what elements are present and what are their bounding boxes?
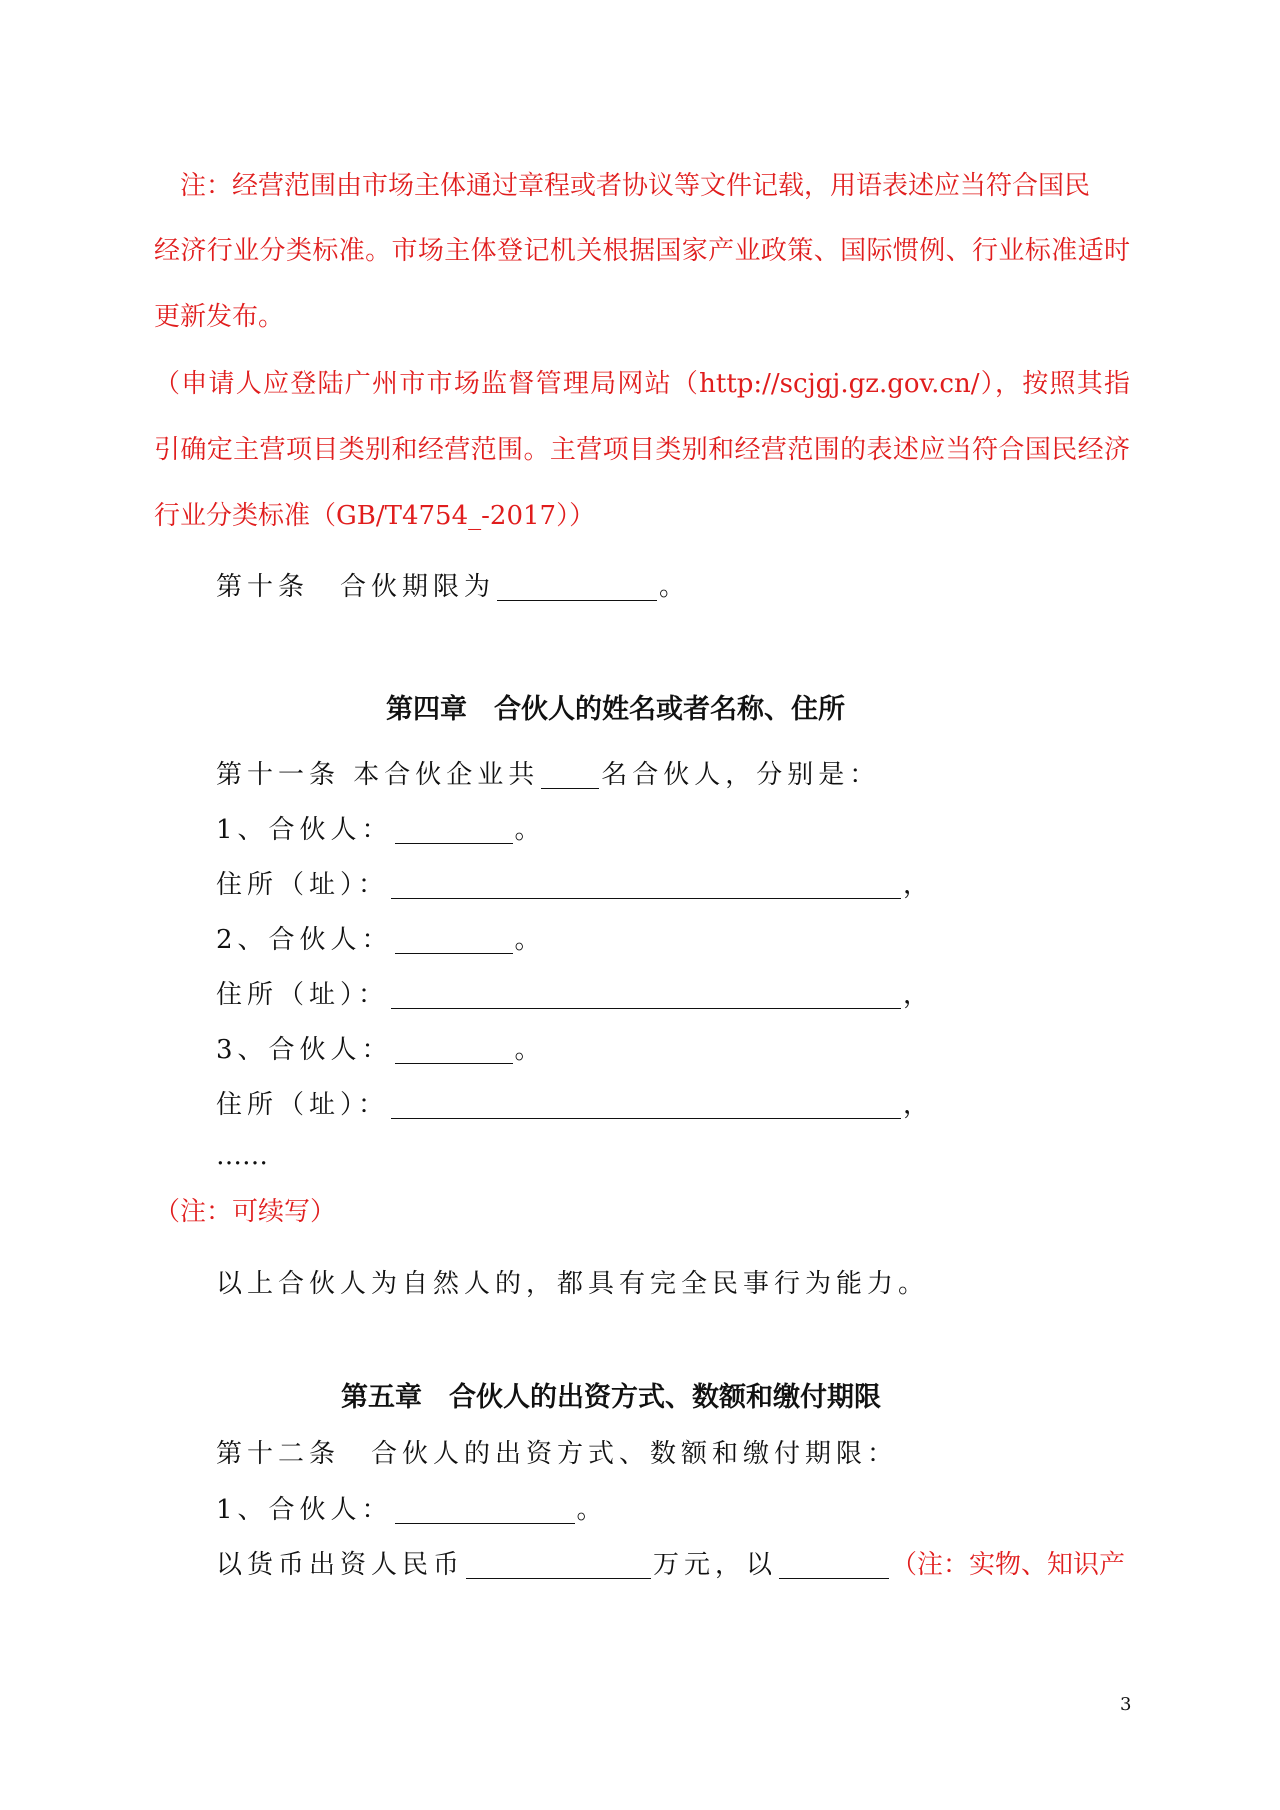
article-10 (216, 569, 690, 605)
article-11 (216, 757, 880, 793)
term-blank[interactable] (497, 576, 657, 601)
address-end: ， (903, 980, 935, 1010)
note2-line1: （申请人应登陆广州市市场监督管理局网站（http://scjgj.gz.gov.cn/），按照其指 (154, 369, 1130, 399)
ellipsis: …… (216, 1141, 268, 1171)
partner-end: 。 (514, 925, 546, 955)
other-method-blank[interactable] (779, 1554, 889, 1579)
partner-end: 。 (576, 1495, 608, 1525)
partner-2-line (216, 922, 546, 958)
amount-blank[interactable] (466, 1554, 651, 1579)
contribution-line (216, 1547, 1125, 1583)
note2-line3: 行业分类标准（GB/T4754_-2017）） (154, 501, 596, 531)
address-blank[interactable] (391, 874, 901, 899)
note1-line2: 经济行业分类标准。市场主体登记机关根据国家产业政策、国际惯例、行业标准适时 (154, 236, 1130, 266)
partner-name-blank[interactable] (395, 929, 513, 954)
address-end: ， (903, 1090, 935, 1120)
address-end: ， (903, 870, 935, 900)
article-11-before: 第十一条 本合伙企业共 (216, 760, 540, 790)
partner-1-line (216, 812, 546, 848)
address-blank[interactable] (391, 984, 901, 1009)
page-number: 3 (1120, 1694, 1132, 1715)
note2-line2: 引确定主营项目类别和经营范围。主营项目类别和经营范围的表述应当符合国民经济 (154, 435, 1130, 465)
partner-label: 1、合伙人： (216, 815, 393, 845)
article-10-text: 第十条 合伙期限为 (216, 572, 496, 602)
partner-3-address (216, 1087, 934, 1123)
article-11-after: 名合伙人，分别是： (601, 760, 881, 790)
partner-name-blank[interactable] (395, 819, 513, 844)
partner-label: 1、合伙人： (216, 1495, 393, 1525)
partner-label: 3、合伙人： (216, 1035, 393, 1065)
partner-end: 。 (514, 815, 546, 845)
note1-line3: 更新发布。 (154, 302, 285, 332)
continue-note: （注：可续写） (154, 1197, 337, 1227)
partner-name-blank[interactable] (395, 1499, 575, 1524)
article-12: 第十二条 合伙人的出资方式、数额和缴付期限： (216, 1439, 899, 1469)
partner-count-blank[interactable] (541, 764, 599, 789)
contribution-b: 万元，以 (653, 1550, 778, 1580)
contribution-note: （注：实物、知识产 (891, 1550, 1126, 1580)
chapter-5-title: 第五章 合伙人的出资方式、数额和缴付期限 (341, 1382, 881, 1413)
capacity-statement: 以上合伙人为自然人的，都具有完全民事行为能力。 (216, 1269, 930, 1299)
address-label: 住所（址）： (216, 1090, 390, 1120)
ch5-partner-1-line (216, 1492, 608, 1528)
contribution-a: 以货币出资人民币 (216, 1550, 465, 1580)
partner-2-address (216, 977, 934, 1013)
partner-1-address (216, 867, 934, 903)
chapter-4-title: 第四章 合伙人的姓名或者名称、住所 (386, 694, 845, 725)
address-label: 住所（址）： (216, 870, 390, 900)
article-10-end: 。 (659, 572, 691, 602)
partner-end: 。 (514, 1035, 546, 1065)
note1-line1: 注：经营范围由市场主体通过章程或者协议等文件记载，用语表述应当符合国民 (180, 171, 1091, 201)
partner-3-line (216, 1032, 546, 1068)
partner-label: 2、合伙人： (216, 925, 393, 955)
address-blank[interactable] (391, 1094, 901, 1119)
partner-name-blank[interactable] (395, 1039, 513, 1064)
address-label: 住所（址）： (216, 980, 390, 1010)
